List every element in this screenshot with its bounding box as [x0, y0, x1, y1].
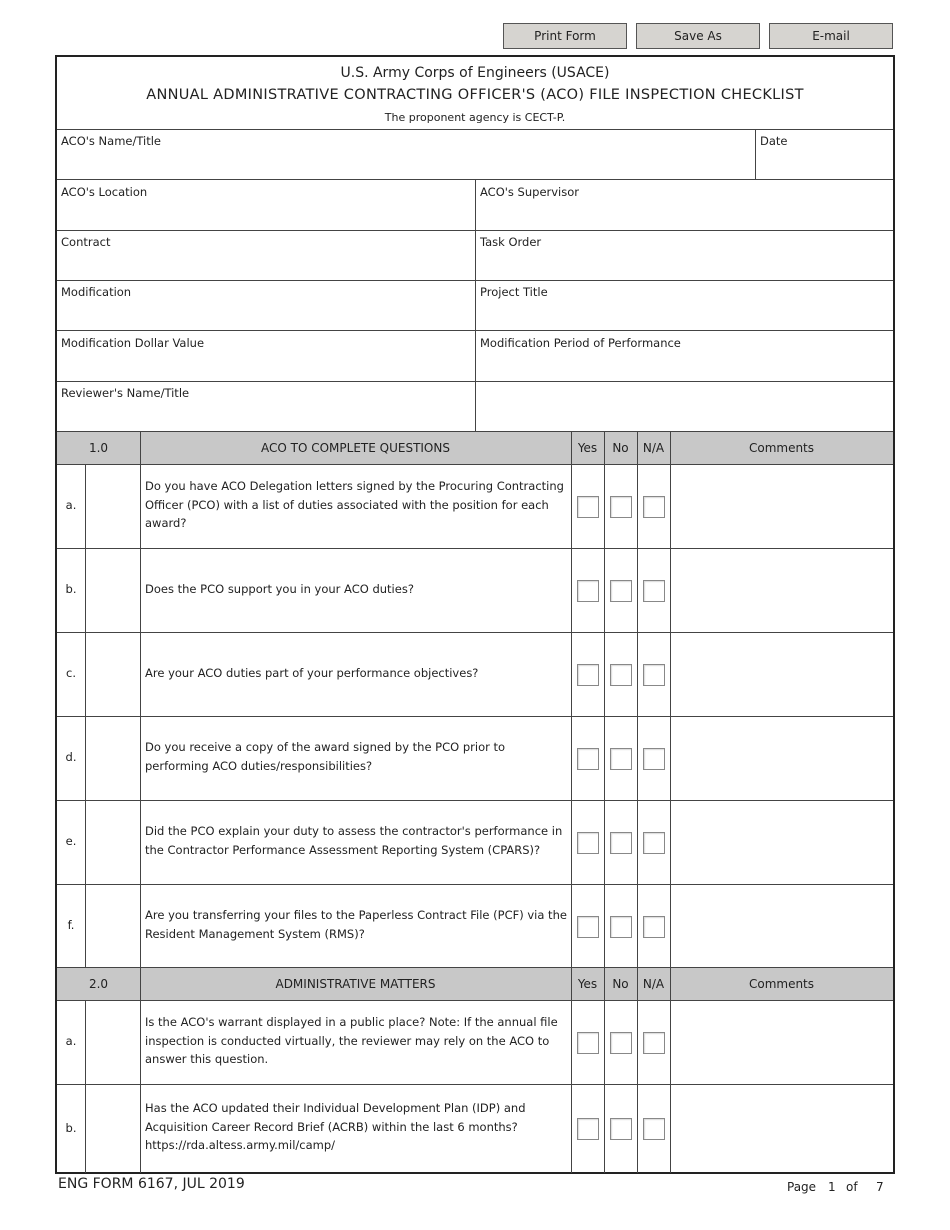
contract-label: Contract	[61, 235, 111, 249]
question-row	[57, 1001, 893, 1085]
page-label: Page	[787, 1180, 817, 1194]
divider	[57, 280, 893, 281]
divider	[85, 464, 86, 968]
aco-location-label: ACO's Location	[61, 185, 148, 199]
na-checkbox[interactable]	[643, 664, 665, 686]
task-order-label: Task Order	[480, 235, 542, 249]
divider	[57, 381, 893, 382]
section-header	[57, 432, 893, 464]
form-id: ENG FORM 6167, JUL 2019	[58, 1176, 245, 1192]
na-checkbox[interactable]	[643, 748, 665, 770]
col-comments-header: Comments	[748, 441, 815, 455]
question-letter: f.	[67, 918, 75, 932]
yes-checkbox[interactable]	[577, 832, 599, 854]
form-title: ANNUAL ADMINISTRATIVE CONTRACTING OFFICER'S (ACO) FILE INSPECTION CHECKLIST	[146, 87, 804, 103]
no-checkbox[interactable]	[610, 664, 632, 686]
save-as-button[interactable]: Save As	[636, 23, 760, 49]
yes-checkbox[interactable]	[577, 916, 599, 938]
divider	[571, 432, 572, 1173]
page-total: 7	[876, 1180, 884, 1194]
no-checkbox[interactable]	[610, 1118, 632, 1140]
print-form-button[interactable]: Print Form	[503, 23, 627, 49]
col-yes-header: Yes	[577, 977, 598, 991]
question-text: Do you receive a copy of the award signed by the PCO prior to performing ACO duties/responsibilities?	[145, 740, 506, 773]
yes-checkbox[interactable]	[577, 1032, 599, 1054]
aco-location-input[interactable]	[59, 201, 473, 229]
na-checkbox[interactable]	[643, 832, 665, 854]
mod-dollar-input[interactable]	[59, 352, 473, 380]
question-letter: e.	[65, 834, 77, 848]
modification-label: Modification	[61, 285, 132, 299]
question-text: Did the PCO explain your duty to assess the contractor's performance in the Contractor Performance Assessment Reporting System (CPARS)?	[145, 824, 563, 857]
col-yes-header: Yes	[577, 441, 598, 455]
question-row	[57, 717, 893, 801]
mod-period-label: Modification Period of Performance	[480, 336, 681, 350]
no-checkbox[interactable]	[610, 580, 632, 602]
yes-checkbox[interactable]	[577, 664, 599, 686]
divider	[57, 230, 893, 231]
yes-checkbox[interactable]	[577, 580, 599, 602]
na-checkbox[interactable]	[643, 496, 665, 518]
comments-input[interactable]	[673, 635, 891, 715]
reviewer-label: Reviewer's Name/Title	[61, 386, 190, 400]
col-no-header: No	[612, 977, 629, 991]
section-title: ADMINISTRATIVE MATTERS	[275, 977, 436, 991]
section-number: 1.0	[88, 441, 109, 455]
question-row	[57, 465, 893, 549]
col-no-header: No	[612, 441, 629, 455]
no-checkbox[interactable]	[610, 748, 632, 770]
no-checkbox[interactable]	[610, 1032, 632, 1054]
comments-input[interactable]	[673, 467, 891, 547]
question-letter: b.	[65, 582, 77, 596]
col-na-header: N/A	[642, 441, 665, 455]
yes-checkbox[interactable]	[577, 1118, 599, 1140]
page-current: 1	[828, 1180, 836, 1194]
question-text: Are your ACO duties part of your performance objectives?	[145, 666, 479, 680]
email-button[interactable]: E-mail	[769, 23, 893, 49]
no-checkbox[interactable]	[610, 832, 632, 854]
proponent-text: The proponent agency is CECT-P.	[384, 111, 566, 124]
agency-name: U.S. Army Corps of Engineers (USACE)	[340, 65, 610, 81]
task-order-input[interactable]	[477, 251, 891, 279]
comments-input[interactable]	[673, 803, 891, 883]
comments-input[interactable]	[673, 719, 891, 799]
project-title-label: Project Title	[480, 285, 548, 299]
divider	[140, 432, 141, 1173]
divider	[57, 129, 893, 130]
question-text: Do you have ACO Delegation letters signed by the Procuring Contracting Officer (PCO) with a list of duties associated with the position for each award?	[145, 479, 564, 530]
na-checkbox[interactable]	[643, 1118, 665, 1140]
aco-name-label: ACO's Name/Title	[61, 134, 162, 148]
divider	[670, 432, 671, 1173]
question-row	[57, 885, 893, 968]
col-na-header: N/A	[642, 977, 665, 991]
question-row	[57, 1085, 893, 1172]
yes-checkbox[interactable]	[577, 496, 599, 518]
aco-supervisor-input[interactable]	[477, 201, 891, 229]
aco-name-input[interactable]	[59, 150, 753, 178]
form-frame	[55, 55, 895, 1174]
date-input[interactable]	[757, 150, 891, 178]
divider	[57, 330, 893, 331]
mod-period-input[interactable]	[477, 352, 891, 380]
divider	[604, 432, 605, 1173]
divider	[755, 129, 756, 179]
question-letter: a.	[65, 498, 77, 512]
na-checkbox[interactable]	[643, 1032, 665, 1054]
aco-supervisor-label: ACO's Supervisor	[480, 185, 580, 199]
divider	[475, 179, 476, 431]
question-text: Are you transferring your files to the Paperless Contract File (PCF) via the Resident Management System (RMS)?	[145, 908, 567, 941]
section-number: 2.0	[88, 977, 109, 991]
col-comments-header: Comments	[748, 977, 815, 991]
section-title: ACO TO COMPLETE QUESTIONS	[261, 441, 450, 455]
question-letter: d.	[65, 750, 77, 764]
comments-input[interactable]	[673, 1003, 891, 1083]
na-checkbox[interactable]	[643, 580, 665, 602]
of-label: of	[846, 1180, 858, 1194]
reviewer-input[interactable]	[59, 402, 891, 430]
na-checkbox[interactable]	[643, 916, 665, 938]
question-text: Has the ACO updated their Individual Development Plan (IDP) and Acquisition Career Record Brief (ACRB) within the last 6 months? https://rda.altess.army.mil/camp/	[145, 1101, 526, 1152]
contract-input[interactable]	[59, 251, 473, 279]
question-letter: a.	[65, 1034, 77, 1048]
question-text: Does the PCO support you in your ACO duties?	[145, 582, 414, 596]
mod-dollar-label: Modification Dollar Value	[61, 336, 205, 350]
project-title-input[interactable]	[477, 301, 891, 329]
question-letter: b.	[65, 1121, 77, 1135]
comments-input[interactable]	[673, 551, 891, 631]
yes-checkbox[interactable]	[577, 748, 599, 770]
section-header	[57, 968, 893, 1000]
question-row	[57, 549, 893, 633]
comments-input[interactable]	[673, 887, 891, 966]
date-label: Date	[760, 134, 788, 148]
question-letter: c.	[66, 666, 76, 680]
divider	[85, 1000, 86, 1173]
no-checkbox[interactable]	[610, 916, 632, 938]
question-row	[57, 801, 893, 885]
divider	[637, 432, 638, 1173]
question-text: Is the ACO's warrant displayed in a public place? Note: If the annual file inspection is conducted virtually, the reviewer may rely on the ACO to answer this question.	[145, 1015, 558, 1066]
question-row	[57, 633, 893, 717]
modification-input[interactable]	[59, 301, 473, 329]
no-checkbox[interactable]	[610, 496, 632, 518]
comments-input[interactable]	[673, 1087, 891, 1170]
